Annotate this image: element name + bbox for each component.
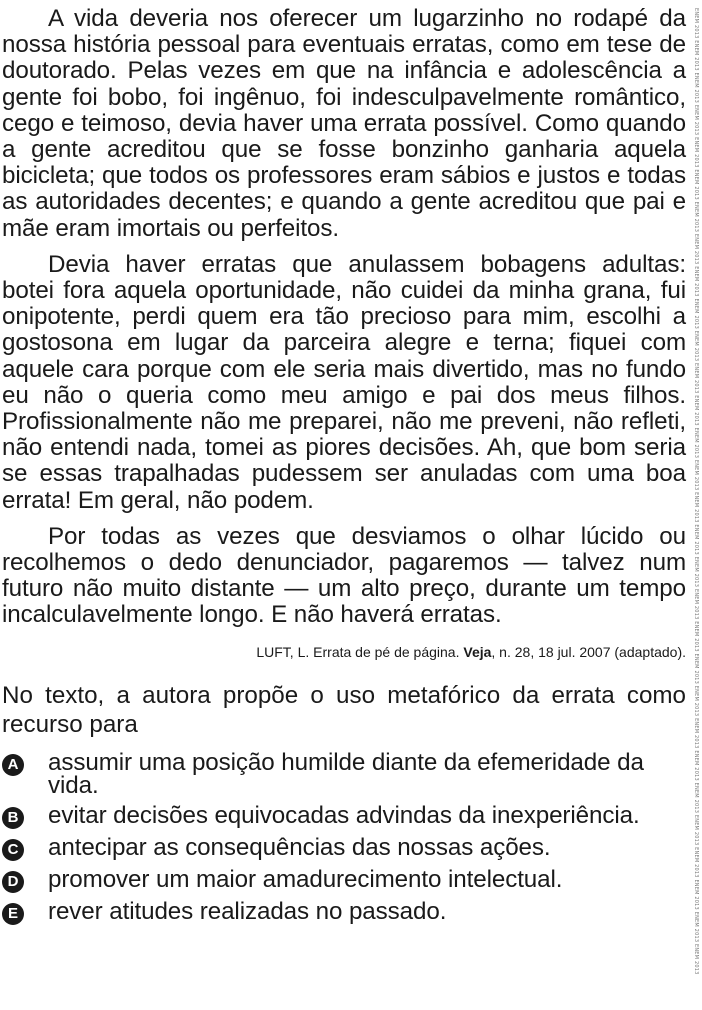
option-b[interactable]: [2, 801, 686, 829]
option-letter-badge: C: [2, 839, 24, 861]
source-citation: [2, 643, 686, 661]
option-text: promover um maior amadurecimento intelectual.: [48, 865, 563, 893]
side-watermark-strip: [692, 8, 700, 1002]
option-letter-badge: A: [2, 754, 24, 776]
option-letter-badge: E: [2, 903, 24, 925]
option-text: assumir uma posição humilde diante da efemeridade da vida.: [48, 748, 644, 799]
option-c[interactable]: [2, 833, 686, 861]
question-stem: No texto, a autora propõe o uso metafórico da errata como recurso para: [2, 681, 686, 738]
citation-journal: Veja: [463, 643, 492, 660]
passage-paragraph-2: Devia haver erratas que anulassem bobagens adultas: botei fora aquela oportunidade, não cuidei da minha grana, fui onipotente, perdi quem era tão precioso para mim, escolhi a gostosona em lugar da parceira alegre e terna; fiquei com aquele cara porque com ele seria mais divertido, mas no fundo eu não o queria como meu amigo e pai dos meus filhos. Profissionalmente não me preparei, não me preveni, não refleti, não entendi nada, tomei as piores decisões. Ah, que bom seria se essas trapalhadas pudessem ser anuladas com uma boa errata! Em geral, não podem.: [2, 250, 686, 514]
option-e[interactable]: [2, 897, 686, 925]
side-watermark-text: ENEM 2013 ENEM 2013 ENEM 2013 ENEM 2013 ENEM 2013 ENEM 2013 ENEM 2013 ENEM 2013 ENEM 2013 ENEM 2013 ENEM 2013 ENEM 2013 ENEM 2013 ENEM 2013 ENEM 2013 ENEM 2013 ENEM 2013 ENEM 2013 ENEM 2013 ENEM 2013 ENEM 2013 ENEM 2013 ENEM 2013 ENEM 2013 ENEM 2013 ENEM 2013 ENEM 2013 ENEM 2013 ENEM 2013 ENEM 2013: [693, 8, 699, 975]
citation-suffix: , n. 28, 18 jul. 2007 (adaptado).: [491, 643, 686, 660]
reading-passage: [2, 6, 686, 629]
passage-paragraph-3: Por todas as vezes que desviamos o olhar lúcido ou recolhemos o dedo denunciador, pagaremos — talvez num futuro não muito distante — um alto preço, durante um tempo incalculavelmente longo. E não haverá erratas.: [2, 522, 686, 629]
exam-question-page: [2, 6, 686, 932]
option-text: antecipar as consequências das nossas ações.: [48, 833, 551, 861]
answer-options: [2, 748, 686, 925]
passage-paragraph-1: A vida deveria nos oferecer um lugarzinho no rodapé da nossa história pessoal para eventuais erratas, como em tese de doutorado. Pelas vezes em que na infância e adolescência a gente foi bobo, foi ingênuo, foi indesculpavelmente romântico, cego e teimoso, devia haver uma errata possível. Como quando a gente acreditou que se fosse bonzinho ganharia aquela bicicleta; que todos os professores eram sábios e justos e todas as autoridades decentes; e quando a gente acreditou que pai e mãe eram imortais ou perfeitos.: [2, 5, 686, 242]
option-text: evitar decisões equivocadas advindas da inexperiência.: [48, 801, 640, 829]
option-letter-badge: B: [2, 807, 24, 829]
option-letter-badge: D: [2, 871, 24, 893]
option-a[interactable]: [2, 748, 686, 799]
option-text: rever atitudes realizadas no passado.: [48, 897, 447, 925]
citation-prefix: LUFT, L. Errata de pé de página.: [256, 643, 464, 660]
option-d[interactable]: [2, 865, 686, 893]
